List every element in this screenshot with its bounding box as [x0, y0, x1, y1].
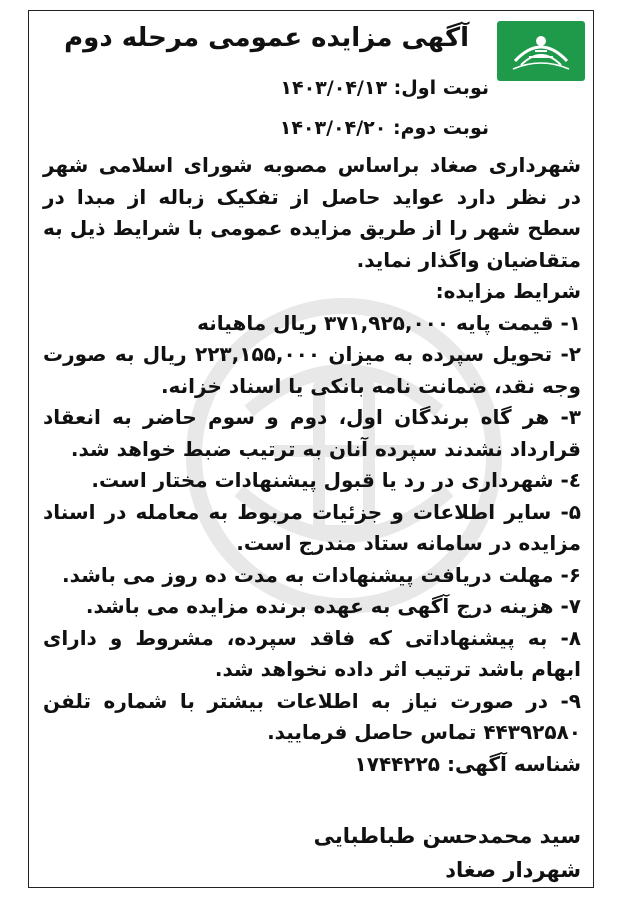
conditions-heading: شرایط مزایده: [435, 279, 581, 303]
signatory-name: سید محمدحسن طباطبایی [313, 824, 581, 848]
intro-paragraph: شهرداری صغاد براساس مصوبه شورای اسلامی شهر در نظر دارد عواید حاصل از تفکیک زباله از مبدا در سطح شهر را از طریق مزایده عمومی با شرایط ذیل به متقاضیان واگذار نماید. [43, 153, 581, 272]
municipality-logo [497, 21, 585, 81]
first-round-date: ۱۴۰۳/۰۴/۱۳ [280, 77, 388, 99]
ad-id-label: شناسه آگهی: [446, 751, 581, 776]
first-round-label: نوبت اول: [393, 77, 489, 99]
second-round-label: نوبت دوم: [393, 117, 489, 139]
condition-item: ۹- در صورت نیاز به اطلاعات بیشتر با شماره تلفن ۴۴۳۹۲۵۸۰ تماس حاصل فرمایید. [43, 688, 581, 744]
condition-item: ٤- شهرداری در رد یا قبول پیشنهادات مختار است. [91, 468, 581, 492]
first-round-date-line [280, 77, 489, 99]
municipality-emblem-icon [505, 27, 577, 75]
second-round-date: ۱۴۰۳/۰۴/۲۰ [279, 117, 387, 139]
condition-item: ۳- هر گاه برندگان اول، دوم و سوم حاضر به انعقاد قرارداد نشدند سپرده آنان به ترتیب ضبط خواهد شد. [43, 405, 581, 461]
condition-item: ۸- به پیشنهاداتی که فاقد سپرده، مشروط و دارای ابهام باشد ترتیب اثر داده نخواهد شد. [43, 625, 581, 681]
second-round-date-line [280, 117, 489, 139]
notice-body [43, 150, 581, 780]
ad-id-line [43, 749, 581, 781]
condition-item: ۷- هزینه درج آگهی به عهده برنده مزایده می باشد. [85, 594, 581, 618]
condition-item: ۲- تحویل سپرده به میزان ۲۲۳,۱۵۵,۰۰۰ ریال به صورت وجه نقد، ضمانت نامه بانکی یا اسناد خزانه. [43, 342, 581, 398]
signature-block [314, 819, 581, 887]
signatory-role: شهردار صغاد [445, 858, 581, 882]
ad-id-value: ۱۷۴۴۲۲۵ [354, 751, 440, 776]
condition-item: ۶- مهلت دریافت پیشنهادات به مدت ده روز می باشد. [62, 562, 581, 587]
notice-title: آگهی مزایده عمومی مرحله دوم [64, 23, 469, 53]
condition-item: ۱- قیمت پایه ۳۷۱,۹۲۵,۰۰۰ ریال ماهیانه [197, 310, 581, 335]
notice-frame [28, 10, 594, 888]
condition-item: ۵- سایر اطلاعات و جزئیات مربوط به معامله در اسناد مزایده در سامانه ستاد مندرج است. [43, 499, 581, 555]
